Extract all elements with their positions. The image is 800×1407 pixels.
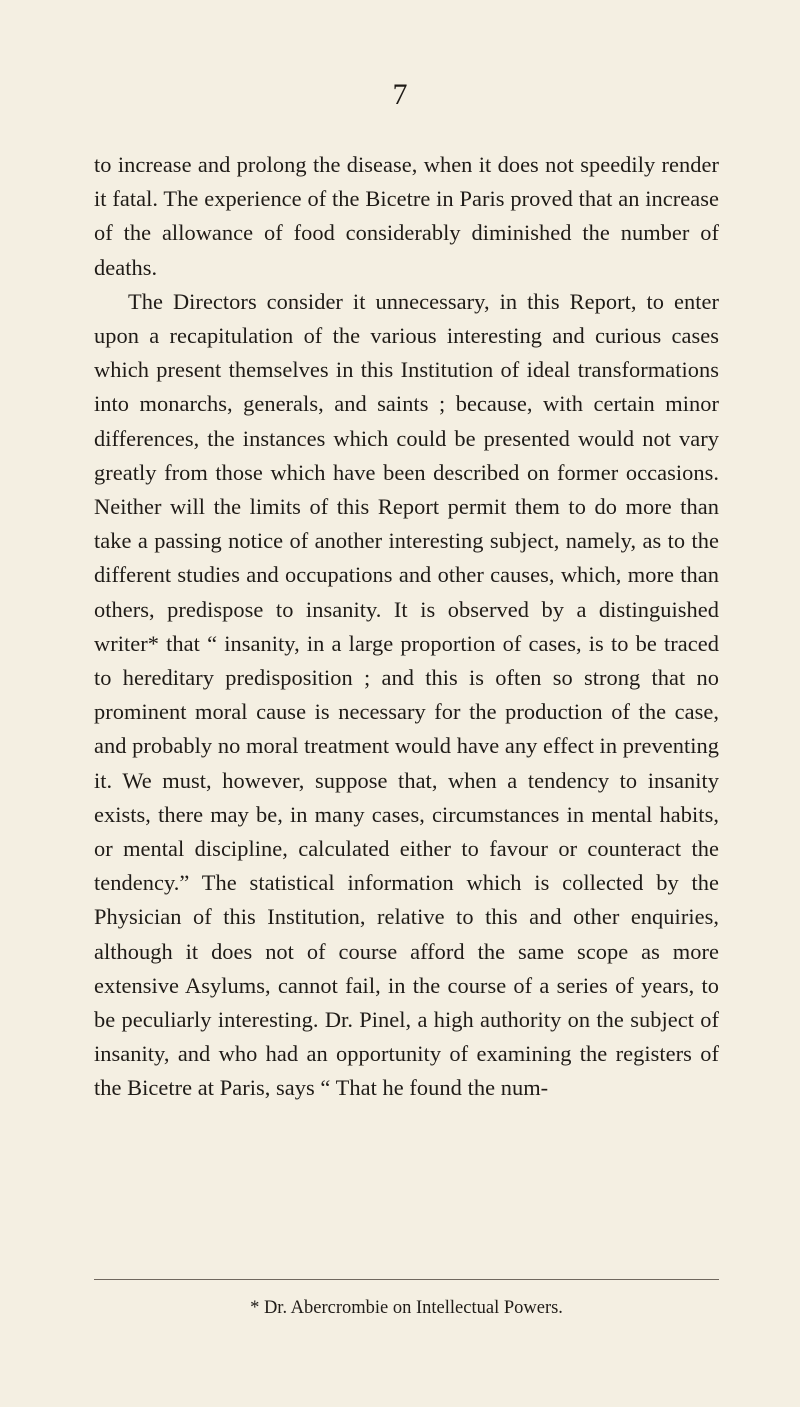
main-text <box>94 148 719 1106</box>
footnote-divider <box>94 1279 719 1280</box>
footnote: * Dr. Abercrombie on Intellectual Powers. <box>250 1298 563 1318</box>
paragraph-continuation: to increase and prolong the disease, when it does not speedily render it fatal. The experience of the Bicetre in Paris proved that an increase of the allowance of food considerably diminished the number of deaths. <box>94 152 719 280</box>
paragraph-directors-report: The Directors consider it unnecessary, in this Report, to enter upon a recapitulation of the various interesting and curious cases which present themselves in this Institution of ideal transformations into monarchs, generals, and saints ; because, with certain minor differences, the instances which could be presented would not vary greatly from those which have been described on former occasions. Neither will the limits of this Report permit them to do more than take a passing notice of another interesting subject, namely, as to the different studies and occupations and other causes, which, more than others, predispose to insanity. It is observed by a distinguished writer* that “ insanity, in a large proportion of cases, is to be traced to hereditary predisposition ; and this is often so strong that no prominent moral cause is necessary for the production of the case, and probably no moral treatment would have any effect in preventing it. We must, however, suppose that, when a tendency to insanity exists, there may be, in many cases, circumstances in mental habits, or mental discipline, calculated either to favour or counteract the tendency.” The statistical information which is collected by the Physician of this Institution, relative to this and other enquiries, although it does not of course afford the same scope as more extensive Asylums, cannot fail, in the course of a series of years, to be peculiarly interesting. Dr. Pinel, a high authority on the subject of insanity, and who had an opportunity of examining the registers of the Bicetre at Paris, says “ That he found the num- <box>94 288 719 1101</box>
page-number: 7 <box>392 78 408 111</box>
